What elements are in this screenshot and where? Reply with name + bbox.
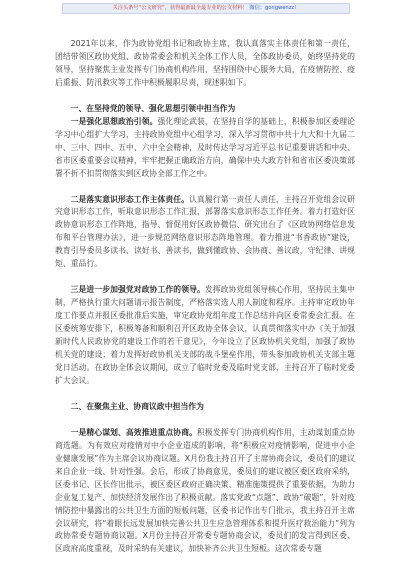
paragraph-text: 认真履行第一责任人责任，主持召开党组会议研究意识形态工作，听取意识形态工作汇报，部署落实意识形态工作任务。着力打造好区政协意识形态工作阵地，指导、督促用好区政协微信、研究出台了《区政协网络信息发布和平台管理办法》，进一步规范网络意识形态阵地管理。着力推进“书香政协”建设，教育引导委员多读书、读好书、善读书，做到懂政协、会协商、善议政，守纪律、讲规矩、重品行。 xyxy=(55,194,355,269)
paragraph-lead: 三是进一步加强党对政协工作的领导。 xyxy=(70,285,205,295)
paragraph-lead: 一是强化思想政治引领。 xyxy=(70,116,158,126)
paragraph-ideology-responsibility xyxy=(55,194,355,272)
paragraph-lead: 二是落实意识形态工作主体责任。 xyxy=(70,194,190,204)
paragraph-political-guidance xyxy=(55,116,355,181)
paragraph-text: 强化理论武装，在坚持自学的基础上，积极参加区委理论学习中心组扩大学习，主持政协党组中心组学习，深入学习贯彻中共十九大和十九届二中、三中、四中、五中、六中全会精神，及时传达学习习近平总书记重要讲话和中央、省市区委重要会议精神，牢牢把握正确政治方向，确保中央大政方针和省市区委决策部署不折不扣贯彻落实到区政协全部工作之中。 xyxy=(55,116,355,178)
paragraph-key-consultation xyxy=(55,427,355,557)
paragraph-text: 积极发挥专门协商机构作用，主动谋划重点协商选题。为有效应对疫情对中小企业造成的影响，将“积极应对疫情影响，促进中小企业健康发展”作为主席会议协商议题。X月份我主持召开了主席协商会议，委员们的建议来自企业一线、针对性强。会后，形成了协商意见，委员们的建议被区委区政府采纳，区委书记、区长作出批示，被区委区政府正确决策、精准施策提供了重要依据，为助力企业复工复产、加快经济发展作出了积极贡献。落实党政“点题”、政协“破题”，针对疫情防控中暴露出的公共卫生方面的短板问题，区委书记作出专门批示，我主持召开主席会议研究，将“着眼长远发展加快完善公共卫生应急管理体系和提升医疗救治能力”列为政协常委专题协商议题。X月份主持召开常委专题协商会议，委员们的发言得到区委、区政府高度重视，及时采纳有关建议，加快补齐公共卫生短板。这次常委专题 xyxy=(55,427,355,554)
paragraph-party-leadership xyxy=(55,284,355,388)
paragraph-lead: 一是精心谋划、高效推进重点协商。 xyxy=(70,427,198,437)
document-body xyxy=(55,38,355,556)
wechat-id-text: 微信：gongwenzz） xyxy=(249,5,300,11)
promo-banner[interactable] xyxy=(62,3,350,14)
section-heading-2: 二、在聚焦主业、协商议政中担当作为 xyxy=(70,401,204,411)
paragraph-text: 发挥政协党组领导核心作用，坚持民主集中制，严格执行重大问题请示报告制度，严格落实选人用人制度和程序。主持审定政协年度工作要点并报区委批准后实施，审定政协党组年度工作总结并向区委常委会汇报。在区委统筹安排下，积极筹备和顺利召开区政协全体会议，认真贯彻落实中办《关于加强新时代人民政协党的建设工作的若干意见》，今年设立了区政协机关党组，加强了政协机关党的建设；着力发挥好政协机关支部的战斗堡垒作用，带头参加政协机关支部主题党日活动。在政协全体会议期间，成立了临时党委及临时党支部，主持召开了临时党委扩大会议。 xyxy=(55,285,355,385)
top-bar xyxy=(0,0,408,14)
section-heading-1: 一、在坚持党的领导、强化思想引领中担当作为 xyxy=(70,103,236,113)
promo-text: 关注头条号“公文研究”，获得最新最全最专业的公文材料！ xyxy=(112,5,248,11)
intro-paragraph: 2021年以来，作为政协党组书记和政协主席，我认真落实主体责任和第一责任，团结带领区政协党组、政协常委会和机关全体工作人员，全体政协委员，始终坚持党的领导，坚持聚焦主业发挥专门协商机构作用，坚持围绕中心服务大局，在疫情防控、疫后重振、防汛救灾等工作中积极履职尽责，现述职如下。 xyxy=(55,39,355,87)
